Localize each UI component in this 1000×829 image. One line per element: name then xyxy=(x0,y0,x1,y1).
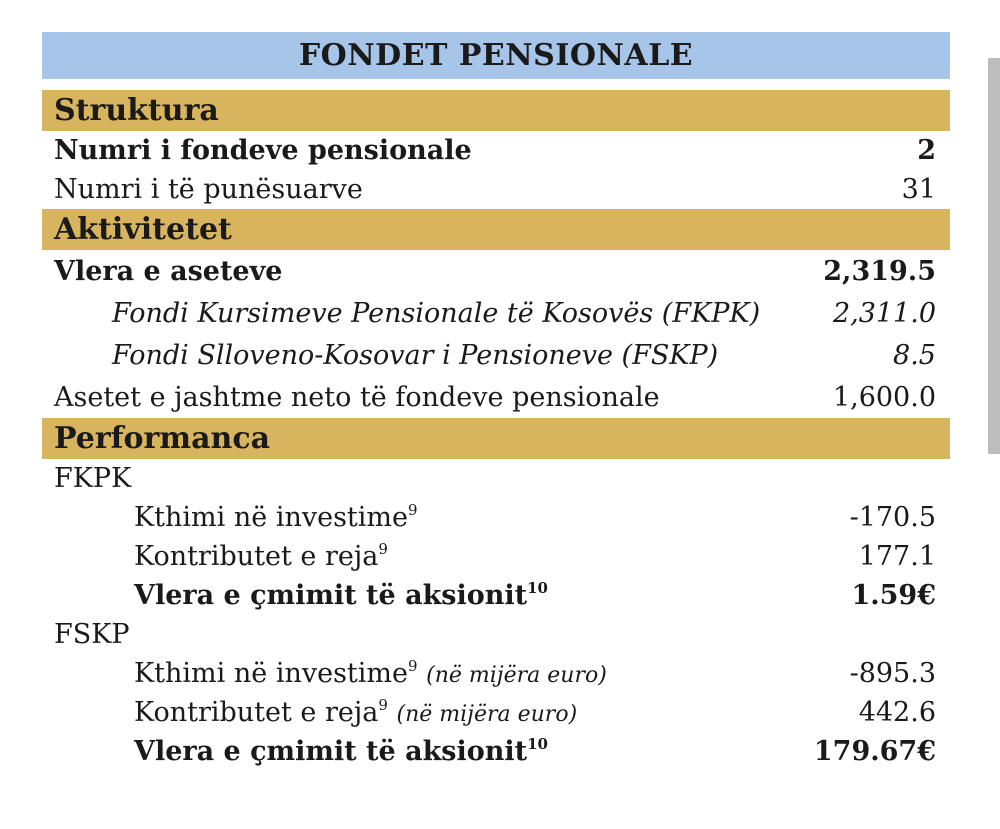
row-value: 1.59€ xyxy=(851,580,936,611)
row-label: Kthimi në investime$^9$ (në mijëra euro) xyxy=(134,657,607,689)
row-label: Asetet e jashtme neto të fondeve pensionale xyxy=(54,381,660,413)
row-value: -170.5 xyxy=(849,502,936,533)
row-value: 442.6 xyxy=(858,697,936,728)
table-row xyxy=(42,576,950,615)
row-value: 179.67€ xyxy=(813,736,936,767)
table-row xyxy=(42,292,950,334)
vertical-scrollbar[interactable] xyxy=(988,58,1000,454)
unit-note: (në mijëra euro) xyxy=(426,663,607,688)
table-row xyxy=(42,693,950,732)
row-label: Kthimi në investime$^9$ xyxy=(134,501,418,533)
row-value: 2,319.5 xyxy=(823,255,936,287)
row-label: Kontributet e reja$^9$ (në mijëra euro) xyxy=(134,696,578,728)
table-row xyxy=(42,250,950,292)
row-value: 177.1 xyxy=(858,541,936,572)
row-value: 2,311.0 xyxy=(832,297,936,329)
table-row xyxy=(42,131,950,170)
table-row xyxy=(42,732,950,771)
table-title: FONDET PENSIONALE xyxy=(42,32,950,79)
row-label: Kontributet e reja$^9$ xyxy=(134,540,388,572)
group-label-fkpk: FKPK xyxy=(54,463,132,494)
row-value: 31 xyxy=(901,174,936,205)
row-label: Fondi Slloveno-Kosovar i Pensioneve (FSKP) xyxy=(112,339,719,371)
table-row xyxy=(42,170,950,209)
row-label: Numri i të punësuarve xyxy=(54,174,363,205)
group-label-fskp: FSKP xyxy=(54,619,130,650)
row-value: 1,600.0 xyxy=(832,381,936,413)
row-label: Numri i fondeve pensionale xyxy=(54,135,472,166)
table-row xyxy=(42,376,950,418)
table-row xyxy=(42,537,950,576)
section-header-performanca: Performanca xyxy=(42,418,950,459)
row-value: 2 xyxy=(917,135,936,166)
table-row xyxy=(42,654,950,693)
row-value: 8.5 xyxy=(893,339,936,371)
table-row xyxy=(42,334,950,376)
section-header-aktivitetet: Aktivitetet xyxy=(42,209,950,250)
row-label: Vlera e çmimit të aksionit$^{10}$ xyxy=(134,579,548,611)
row-label: Vlera e aseteve xyxy=(54,255,283,287)
row-label: Vlera e çmimit të aksionit$^{10}$ xyxy=(134,735,548,767)
row-label: Fondi Kursimeve Pensionale të Kosovës (FKPK) xyxy=(112,297,761,329)
table-row xyxy=(42,498,950,537)
unit-note: (në mijëra euro) xyxy=(396,702,578,727)
section-header-struktura: Struktura xyxy=(42,90,950,131)
pension-funds-table xyxy=(42,32,950,771)
row-value: -895.3 xyxy=(849,658,936,689)
